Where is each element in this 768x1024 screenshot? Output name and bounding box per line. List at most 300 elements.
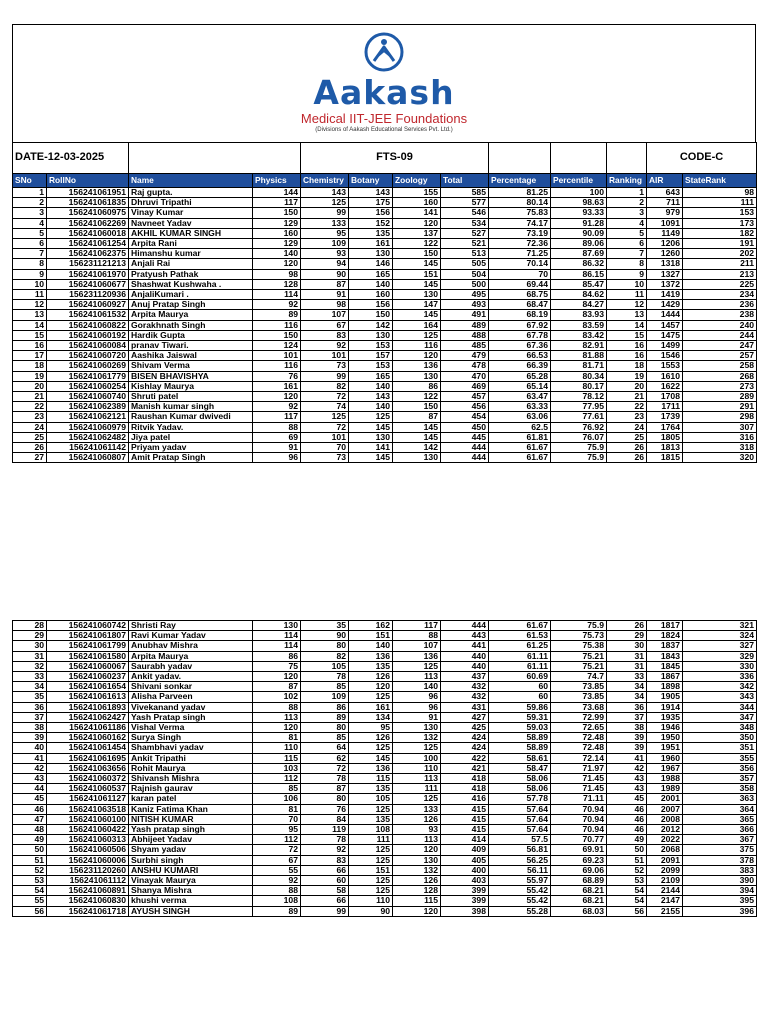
table-cell: 109	[301, 692, 349, 702]
table-cell: Arpita Maurya	[129, 651, 253, 661]
table-cell: Alisha Parveen	[129, 692, 253, 702]
brand-subline: (Divisions of Aakash Educational Services Pvt. Ltd.)	[315, 127, 453, 133]
table-cell: 74.17	[489, 218, 551, 228]
table-cell: 52	[607, 865, 647, 875]
table-cell: 81.25	[489, 188, 551, 198]
table-cell: Surya Singh	[129, 733, 253, 743]
table-cell: 81.71	[551, 361, 607, 371]
table-cell: 2147	[647, 896, 683, 906]
table-cell: 150	[253, 330, 301, 340]
table-cell: 44	[13, 784, 47, 794]
table-cell: 35	[301, 621, 349, 631]
table-cell: 34	[13, 682, 47, 692]
table-cell: 76.92	[551, 422, 607, 432]
table-cell: 415	[441, 825, 489, 835]
table-cell: 71.45	[551, 784, 607, 794]
table-cell: 164	[393, 320, 441, 330]
table-cell: 83	[301, 855, 349, 865]
table-cell: 234	[683, 290, 757, 300]
table-cell: 98.63	[551, 198, 607, 208]
table-cell: 1546	[647, 351, 683, 361]
table-cell: 67.92	[489, 320, 551, 330]
table-cell: 125	[349, 886, 393, 896]
table-cell: 135	[349, 814, 393, 824]
table-row	[13, 208, 757, 218]
table-cell: 2	[607, 198, 647, 208]
table-cell: 1805	[647, 432, 683, 442]
table-cell: 68.21	[551, 886, 607, 896]
table-cell: 125	[349, 692, 393, 702]
table-cell: 150	[393, 249, 441, 259]
table-cell: 100	[393, 753, 441, 763]
column-header: Chemistry	[301, 174, 349, 188]
table-cell: 26	[607, 621, 647, 631]
table-cell: 81	[253, 804, 301, 814]
table-cell: 156241060830	[47, 896, 129, 906]
table-cell: 107	[393, 641, 441, 651]
table-cell: 143	[349, 188, 393, 198]
table-row	[13, 371, 757, 381]
table-cell: 145	[393, 259, 441, 269]
table-cell: 161	[349, 239, 393, 249]
aakash-emblem-icon	[363, 31, 405, 73]
table-cell: 69.23	[551, 855, 607, 865]
table-cell: Shambhavi yadav	[129, 743, 253, 753]
table-cell: 136	[349, 651, 393, 661]
table-cell: 31	[607, 661, 647, 671]
table-cell: 82	[301, 651, 349, 661]
table-cell: 6	[13, 239, 47, 249]
brand-tagline: Medical IIT-JEE Foundations	[300, 111, 468, 126]
table-row	[13, 672, 757, 682]
table-cell: Ritvik Yadav.	[129, 422, 253, 432]
table-cell: Yash Pratap singh	[129, 712, 253, 722]
table-row	[13, 712, 757, 722]
table-cell: 156241061532	[47, 310, 129, 320]
table-cell: Shivani sonkar	[129, 682, 253, 692]
table-row	[13, 804, 757, 814]
table-cell: 33	[13, 672, 47, 682]
table-cell: 28	[13, 621, 47, 631]
column-header: Zoology	[393, 174, 441, 188]
table-cell: 1419	[647, 290, 683, 300]
table-cell: 83.42	[551, 330, 607, 340]
table-cell: 115	[349, 774, 393, 784]
table-row	[13, 310, 757, 320]
table-row	[13, 876, 757, 886]
table-cell: 39	[13, 733, 47, 743]
table-row	[13, 228, 757, 238]
table-cell: 43	[13, 774, 47, 784]
table-cell: 1429	[647, 300, 683, 310]
table-cell: Rajnish gaurav	[129, 784, 253, 794]
table-cell: 130	[393, 371, 441, 381]
table-cell: 46	[607, 825, 647, 835]
table-cell: pranav Tiwari.	[129, 341, 253, 351]
table-row	[13, 412, 757, 422]
table-cell: 145	[349, 753, 393, 763]
table-cell: 86	[253, 651, 301, 661]
table-cell: 65.14	[489, 381, 551, 391]
table-cell: 55.42	[489, 886, 551, 896]
table-cell: 111	[393, 784, 441, 794]
table-cell: 66.53	[489, 351, 551, 361]
table-cell: 156241061951	[47, 188, 129, 198]
table-cell: 418	[441, 774, 489, 784]
table-cell: 2068	[647, 845, 683, 855]
table-cell: 140	[349, 641, 393, 651]
table-row	[13, 392, 757, 402]
table-cell: 156241061695	[47, 753, 129, 763]
table-cell: 117	[253, 198, 301, 208]
table-cell: 95	[301, 228, 349, 238]
table-cell: 133	[393, 804, 441, 814]
table-cell: NITISH KUMAR	[129, 814, 253, 824]
table-cell: 156241063518	[47, 804, 129, 814]
table-cell: 140	[393, 682, 441, 692]
table-cell: 92	[253, 300, 301, 310]
table-cell: 1206	[647, 239, 683, 249]
table-cell: 89	[301, 712, 349, 722]
table-row	[13, 692, 757, 702]
table-cell: 156241060677	[47, 279, 129, 289]
table-cell: Shanya Mishra	[129, 886, 253, 896]
table-cell: 493	[441, 300, 489, 310]
table-cell: 29	[13, 631, 47, 641]
table-cell: 1989	[647, 784, 683, 794]
table-cell: 24	[13, 422, 47, 432]
table-cell: 15	[607, 330, 647, 340]
table-cell: 37	[13, 712, 47, 722]
table-cell: 70	[253, 814, 301, 824]
table-cell: 108	[349, 825, 393, 835]
table-cell: Himanshu kumar	[129, 249, 253, 259]
table-cell: 122	[393, 239, 441, 249]
table-cell: 20	[13, 381, 47, 391]
table-cell: Vinayak Maurya	[129, 876, 253, 886]
table-cell: 135	[349, 661, 393, 671]
table-row	[13, 896, 757, 906]
table-cell: 92	[301, 341, 349, 351]
table-cell: 80.34	[551, 371, 607, 381]
table-cell: 443	[441, 631, 489, 641]
table-row	[13, 239, 757, 249]
table-cell: 165	[349, 371, 393, 381]
table-cell: 80.17	[551, 381, 607, 391]
table-cell: 324	[683, 631, 757, 641]
table-cell: 156241061580	[47, 651, 129, 661]
table-cell: 357	[683, 774, 757, 784]
table-cell: Vivekanand yadav	[129, 702, 253, 712]
table-cell: 135	[349, 784, 393, 794]
column-header: Name	[129, 174, 253, 188]
table-cell: 83	[301, 330, 349, 340]
table-row	[13, 835, 757, 845]
table-row	[13, 855, 757, 865]
table-cell: 470	[441, 371, 489, 381]
table-cell: 394	[683, 886, 757, 896]
table-cell: 61.11	[489, 651, 551, 661]
table-cell: 156241060422	[47, 825, 129, 835]
table-cell: 59.86	[489, 702, 551, 712]
table-cell: 61.53	[489, 631, 551, 641]
table-cell: 135	[349, 228, 393, 238]
table-cell: 291	[683, 402, 757, 412]
table-cell: Anuj Pratap Singh	[129, 300, 253, 310]
table-cell: 27	[13, 453, 47, 463]
table-cell: 156231120260	[47, 865, 129, 875]
table-cell: 156241060313	[47, 835, 129, 845]
table-cell: 68.89	[551, 876, 607, 886]
table-cell: Pratyush Pathak	[129, 269, 253, 279]
table-cell: 156241060720	[47, 351, 129, 361]
table-cell: 85.47	[551, 279, 607, 289]
table-cell: 156241060006	[47, 855, 129, 865]
table-cell: 110	[253, 743, 301, 753]
table-cell: 48	[13, 825, 47, 835]
table-cell: 60	[489, 682, 551, 692]
table-cell: 66.39	[489, 361, 551, 371]
table-cell: 54	[607, 896, 647, 906]
table-cell: 156241060162	[47, 733, 129, 743]
table-cell: 58.61	[489, 753, 551, 763]
table-cell: 90	[301, 269, 349, 279]
table-cell: 54	[13, 886, 47, 896]
table-cell: 9	[607, 269, 647, 279]
table-cell: 140	[349, 402, 393, 412]
table-cell: 87	[253, 682, 301, 692]
table-row	[13, 443, 757, 453]
table-cell: 156241060927	[47, 300, 129, 310]
table-cell: 156241060979	[47, 422, 129, 432]
table-cell: karan patel	[129, 794, 253, 804]
table-cell: 68.03	[551, 906, 607, 916]
table-cell: 47	[13, 814, 47, 824]
table-cell: 156241061127	[47, 794, 129, 804]
table-cell: 34	[607, 692, 647, 702]
table-cell: 161	[253, 381, 301, 391]
table-cell: 77.95	[551, 402, 607, 412]
table-cell: 56	[13, 906, 47, 916]
table-cell: 66	[301, 896, 349, 906]
table-cell: 69.44	[489, 279, 551, 289]
column-header: Total	[441, 174, 489, 188]
table-cell: 32	[13, 661, 47, 671]
table-cell: 112	[253, 774, 301, 784]
table-cell: 495	[441, 290, 489, 300]
table-cell: 120	[253, 672, 301, 682]
table-cell: 75.9	[551, 443, 607, 453]
table-cell: 4	[607, 218, 647, 228]
table-cell: 289	[683, 392, 757, 402]
table-cell: 156241060506	[47, 845, 129, 855]
table-cell: 62.5	[489, 422, 551, 432]
table-cell: 11	[607, 290, 647, 300]
table-cell: 26	[13, 443, 47, 453]
table-cell: AKHIL KUMAR SINGH	[129, 228, 253, 238]
table-cell: 236	[683, 300, 757, 310]
result-table-2	[12, 620, 757, 917]
table-cell: 156241061613	[47, 692, 129, 702]
table-cell: 126	[393, 876, 441, 886]
table-cell: 130	[349, 249, 393, 259]
table-cell: 1260	[647, 249, 683, 259]
table-cell: 125	[349, 845, 393, 855]
table-cell: 1898	[647, 682, 683, 692]
table-cell: 156241060975	[47, 208, 129, 218]
table-cell: 73	[301, 361, 349, 371]
table-cell: 37	[607, 712, 647, 722]
table-cell: 1813	[647, 443, 683, 453]
table-cell: 20	[607, 381, 647, 391]
table-cell: 191	[683, 239, 757, 249]
table-cell: 55.28	[489, 906, 551, 916]
table-cell: 99	[301, 208, 349, 218]
table-cell: 95	[253, 825, 301, 835]
table-cell: 90.09	[551, 228, 607, 238]
table-row	[13, 641, 757, 651]
table-cell: 145	[349, 422, 393, 432]
table-cell: 124	[253, 341, 301, 351]
table-cell: 99	[301, 906, 349, 916]
table-row	[13, 320, 757, 330]
table-cell: 75.21	[551, 661, 607, 671]
table-cell: 75.9	[551, 453, 607, 463]
table-cell: 73.85	[551, 682, 607, 692]
table-cell: 1815	[647, 453, 683, 463]
table-cell: 87	[301, 784, 349, 794]
table-cell: 40	[13, 743, 47, 753]
table-cell: 431	[441, 702, 489, 712]
table-row	[13, 269, 757, 279]
table-cell: 80	[301, 723, 349, 733]
table-cell: Shruti patel	[129, 392, 253, 402]
info-blank-1	[129, 143, 301, 174]
table-cell: Shashwat Kushwaha .	[129, 279, 253, 289]
table-cell: 3	[607, 208, 647, 218]
table-cell: Ankit yadav.	[129, 672, 253, 682]
table-cell: 45	[13, 794, 47, 804]
table-cell: 73.19	[489, 228, 551, 238]
table-cell: 409	[441, 845, 489, 855]
table-cell: 63.33	[489, 402, 551, 412]
table-row	[13, 733, 757, 743]
table-cell: 25	[607, 432, 647, 442]
table-cell: 2109	[647, 876, 683, 886]
table-cell: 58	[301, 886, 349, 896]
table-cell: 57.5	[489, 835, 551, 845]
table-cell: 521	[441, 239, 489, 249]
table-row	[13, 341, 757, 351]
table-cell: 257	[683, 351, 757, 361]
table-cell: 415	[441, 804, 489, 814]
column-header: Percentile	[551, 174, 607, 188]
table-cell: 527	[441, 228, 489, 238]
table-cell: 432	[441, 682, 489, 692]
column-header-row	[13, 174, 757, 188]
table-cell: 86.32	[551, 259, 607, 269]
table-cell: 444	[441, 621, 489, 631]
table-cell: 68.19	[489, 310, 551, 320]
table-cell: 50	[13, 845, 47, 855]
table-cell: 364	[683, 804, 757, 814]
table-cell: 16	[13, 341, 47, 351]
table-cell: 120	[253, 392, 301, 402]
table-cell: 68.47	[489, 300, 551, 310]
table-cell: 225	[683, 279, 757, 289]
table-cell: 115	[253, 753, 301, 763]
table-cell: Hardik Gupta	[129, 330, 253, 340]
column-header: Physics	[253, 174, 301, 188]
table-cell: 1845	[647, 661, 683, 671]
table-cell: 137	[393, 228, 441, 238]
table-cell: 1824	[647, 631, 683, 641]
table-cell: 440	[441, 661, 489, 671]
table-cell: 64	[301, 743, 349, 753]
table-cell: 57.64	[489, 804, 551, 814]
table-cell: 43	[607, 774, 647, 784]
table-cell: 125	[349, 876, 393, 886]
table-cell: 101	[301, 432, 349, 442]
table-cell: 120	[253, 259, 301, 269]
table-row	[13, 865, 757, 875]
table-cell: 2099	[647, 865, 683, 875]
table-cell: 2022	[647, 835, 683, 845]
table-row	[13, 259, 757, 269]
table-cell: 57.64	[489, 825, 551, 835]
table-cell: 156241060891	[47, 886, 129, 896]
table-cell: 50	[607, 845, 647, 855]
table-cell: 78	[301, 774, 349, 784]
table-cell: 83.59	[551, 320, 607, 330]
table-cell: 36	[13, 702, 47, 712]
table-cell: 142	[349, 320, 393, 330]
table-cell: 102	[253, 692, 301, 702]
table-cell: 21	[607, 392, 647, 402]
table-cell: 156241062389	[47, 402, 129, 412]
table-cell: AnjaliKumari .	[129, 290, 253, 300]
table-cell: 577	[441, 198, 489, 208]
table-cell: 90	[301, 631, 349, 641]
table-cell: 1935	[647, 712, 683, 722]
table-cell: 58.89	[489, 743, 551, 753]
table-cell: ANSHU KUMARI	[129, 865, 253, 875]
table-cell: 46	[13, 804, 47, 814]
table-cell: 424	[441, 733, 489, 743]
table-cell: Priyam yadav	[129, 443, 253, 453]
table-cell: 93	[301, 249, 349, 259]
table-cell: 12	[13, 300, 47, 310]
table-cell: 42	[13, 763, 47, 773]
table-cell: 30	[13, 641, 47, 651]
table-cell: 244	[683, 330, 757, 340]
table-cell: 422	[441, 753, 489, 763]
table-cell: 414	[441, 835, 489, 845]
table-cell: 75	[253, 661, 301, 671]
table-cell: 1610	[647, 371, 683, 381]
table-cell: 67.36	[489, 341, 551, 351]
table-cell: 92	[253, 402, 301, 412]
table-cell: 8	[13, 259, 47, 269]
table-cell: 98	[253, 269, 301, 279]
table-cell: 14	[607, 320, 647, 330]
table-cell: 347	[683, 712, 757, 722]
table-cell: 134	[349, 712, 393, 722]
table-cell: 1950	[647, 733, 683, 743]
table-cell: 57.78	[489, 794, 551, 804]
table-cell: 2144	[647, 886, 683, 896]
table-cell: 145	[393, 422, 441, 432]
